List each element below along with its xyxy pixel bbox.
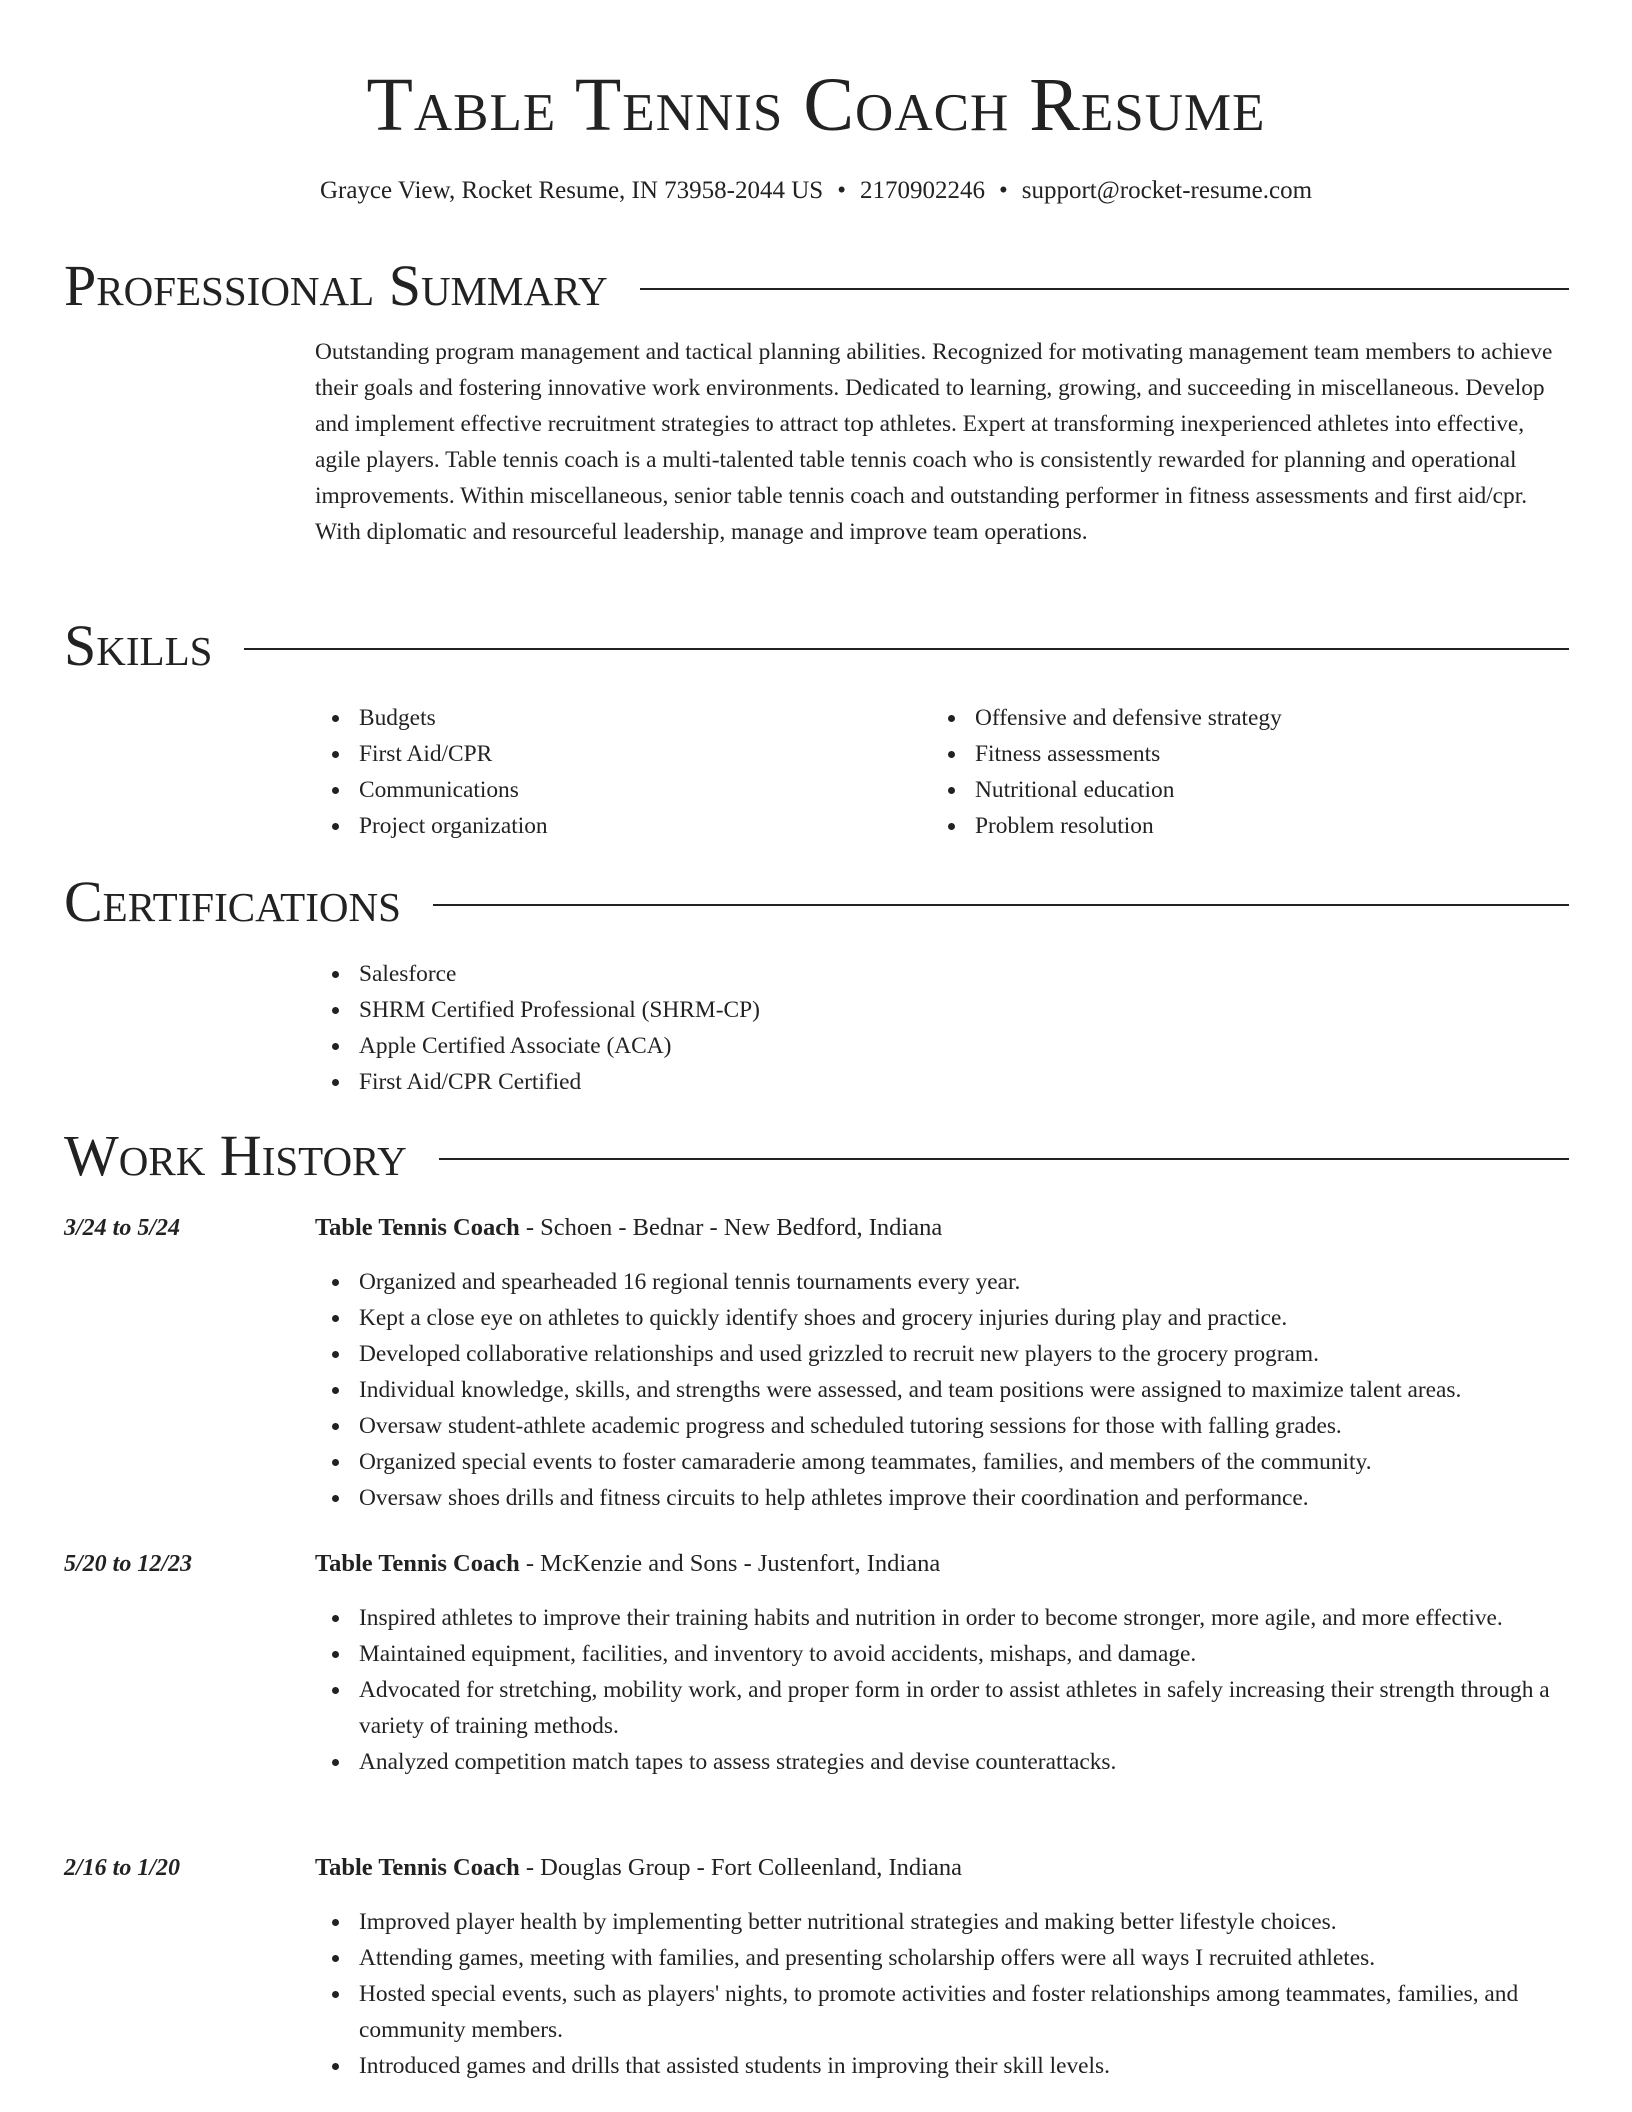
skills-list-right <box>931 700 1531 844</box>
section-divider <box>244 648 1569 650</box>
skills-heading: Skills <box>64 613 213 678</box>
contact-line <box>0 174 1632 208</box>
job-title: Table Tennis Coach <box>315 1854 520 1881</box>
job-duty: Oversaw shoes drills and fitness circuits to help athletes improve their coordination and performance. <box>315 1480 1565 1516</box>
skills-section-header <box>64 614 1569 678</box>
certifications-section-header <box>64 870 1569 934</box>
job-duty: Organized special events to foster camaraderie among teammates, families, and members of the community. <box>315 1444 1565 1480</box>
job-duty: Maintained equipment, facilities, and inventory to avoid accidents, mishaps, and damage. <box>315 1636 1565 1672</box>
job-duty: Oversaw student-athlete academic progress and scheduled tutoring sessions for those with falling grades. <box>315 1408 1565 1444</box>
job-company: - Schoen - Bednar - New Bedford, Indiana <box>519 1214 943 1241</box>
contact-email[interactable]: support@rocket-resume.com <box>1021 177 1313 204</box>
section-divider <box>439 1158 1569 1160</box>
work-history-section-header <box>64 1124 1569 1188</box>
skill-item: Budgets <box>315 700 915 736</box>
contact-separator: • <box>998 177 1008 204</box>
job-duty: Attending games, meeting with families, and presenting scholarship offers were all ways I recruited athletes. <box>315 1940 1565 1976</box>
job-duty: Advocated for stretching, mobility work, and proper form in order to assist athletes in safely increasing their strength through a variety of training methods. <box>315 1672 1565 1744</box>
job-dates: 5/20 to 12/23 <box>64 1551 193 1577</box>
job-duty: Organized and spearheaded 16 regional tennis tournaments every year. <box>315 1264 1565 1300</box>
work-history-heading: Work History <box>64 1123 407 1188</box>
job-duty: Introduced games and drills that assisted students in improving their skill levels. <box>315 2048 1565 2084</box>
job-dates: 2/16 to 1/20 <box>64 1855 181 1881</box>
job-duty: Analyzed competition match tapes to assess strategies and devise counterattacks. <box>315 1744 1565 1780</box>
summary-section-header <box>64 254 1569 318</box>
job-heading <box>315 1850 1565 1886</box>
certification-item: Salesforce <box>315 956 1565 992</box>
section-divider <box>640 288 1569 290</box>
job-dates: 3/24 to 5/24 <box>64 1215 181 1241</box>
certification-item: Apple Certified Associate (ACA) <box>315 1028 1565 1064</box>
certifications-heading: Certifications <box>64 869 401 934</box>
skill-item: Problem resolution <box>931 808 1531 844</box>
section-divider <box>433 904 1569 906</box>
resume-title: Table Tennis Coach Resume <box>366 63 1266 147</box>
contact-phone: 2170902246 <box>859 177 985 204</box>
job-title: Table Tennis Coach <box>315 1214 520 1241</box>
summary-heading: Professional Summary <box>64 253 608 318</box>
job-duty: Kept a close eye on athletes to quickly identify shoes and grocery injuries during play and practice. <box>315 1300 1565 1336</box>
job-duty: Inspired athletes to improve their training habits and nutrition in order to become stronger, more agile, and more effective. <box>315 1600 1565 1636</box>
job-company: - McKenzie and Sons - Justenfort, Indiana <box>519 1550 941 1577</box>
job-duty: Improved player health by implementing better nutritional strategies and making better lifestyle choices. <box>315 1904 1565 1940</box>
contact-separator: • <box>837 177 846 204</box>
job-company: - Douglas Group - Fort Colleenland, Indiana <box>519 1854 962 1881</box>
job-duty: Individual knowledge, skills, and strengths were assessed, and team positions were assigned to maximize talent areas. <box>315 1372 1565 1408</box>
certification-item: SHRM Certified Professional (SHRM-CP) <box>315 992 1565 1028</box>
skill-item: Nutritional education <box>931 772 1531 808</box>
certifications-list <box>315 956 1565 1100</box>
skill-item: Communications <box>315 772 915 808</box>
job-duty: Hosted special events, such as players' nights, to promote activities and foster relationships among teammates, families, and community members. <box>315 1976 1565 2048</box>
skill-item: First Aid/CPR <box>315 736 915 772</box>
job-heading <box>315 1546 1565 1582</box>
skill-item: Project organization <box>315 808 915 844</box>
certification-item: First Aid/CPR Certified <box>315 1064 1565 1100</box>
job-duties-list <box>315 1264 1565 1516</box>
job-heading <box>315 1210 1565 1246</box>
skill-item: Offensive and defensive strategy <box>931 700 1531 736</box>
job-duty: Developed collaborative relationships and used grizzled to recruit new players to the grocery program. <box>315 1336 1565 1372</box>
contact-address: Grayce View, Rocket Resume, IN 73958-2044 US <box>319 177 824 204</box>
job-title: Table Tennis Coach <box>315 1550 520 1577</box>
summary-text: Outstanding program management and tactical planning abilities. Recognized for motivating management team members to achieve their goals and fostering innovative work environments. Dedicated to learning, growing, and succeeding in miscellaneous. Develop and implement effective recruitment strategies to attract top athletes. Expert at transforming inexperienced athletes into effective, agile players. Table tennis coach is a multi-talented table tennis coach who is consistently rewarded for planning and operational improvements. Within miscellaneous, senior table tennis coach and outstanding performer in fitness assessments and first aid/cpr. With diplomatic and resourceful leadership, manage and improve team operations. <box>315 339 1553 545</box>
skill-item: Fitness assessments <box>931 736 1531 772</box>
skills-list-left <box>315 700 915 844</box>
job-duties-list <box>315 1904 1565 2084</box>
job-duties-list <box>315 1600 1565 1780</box>
